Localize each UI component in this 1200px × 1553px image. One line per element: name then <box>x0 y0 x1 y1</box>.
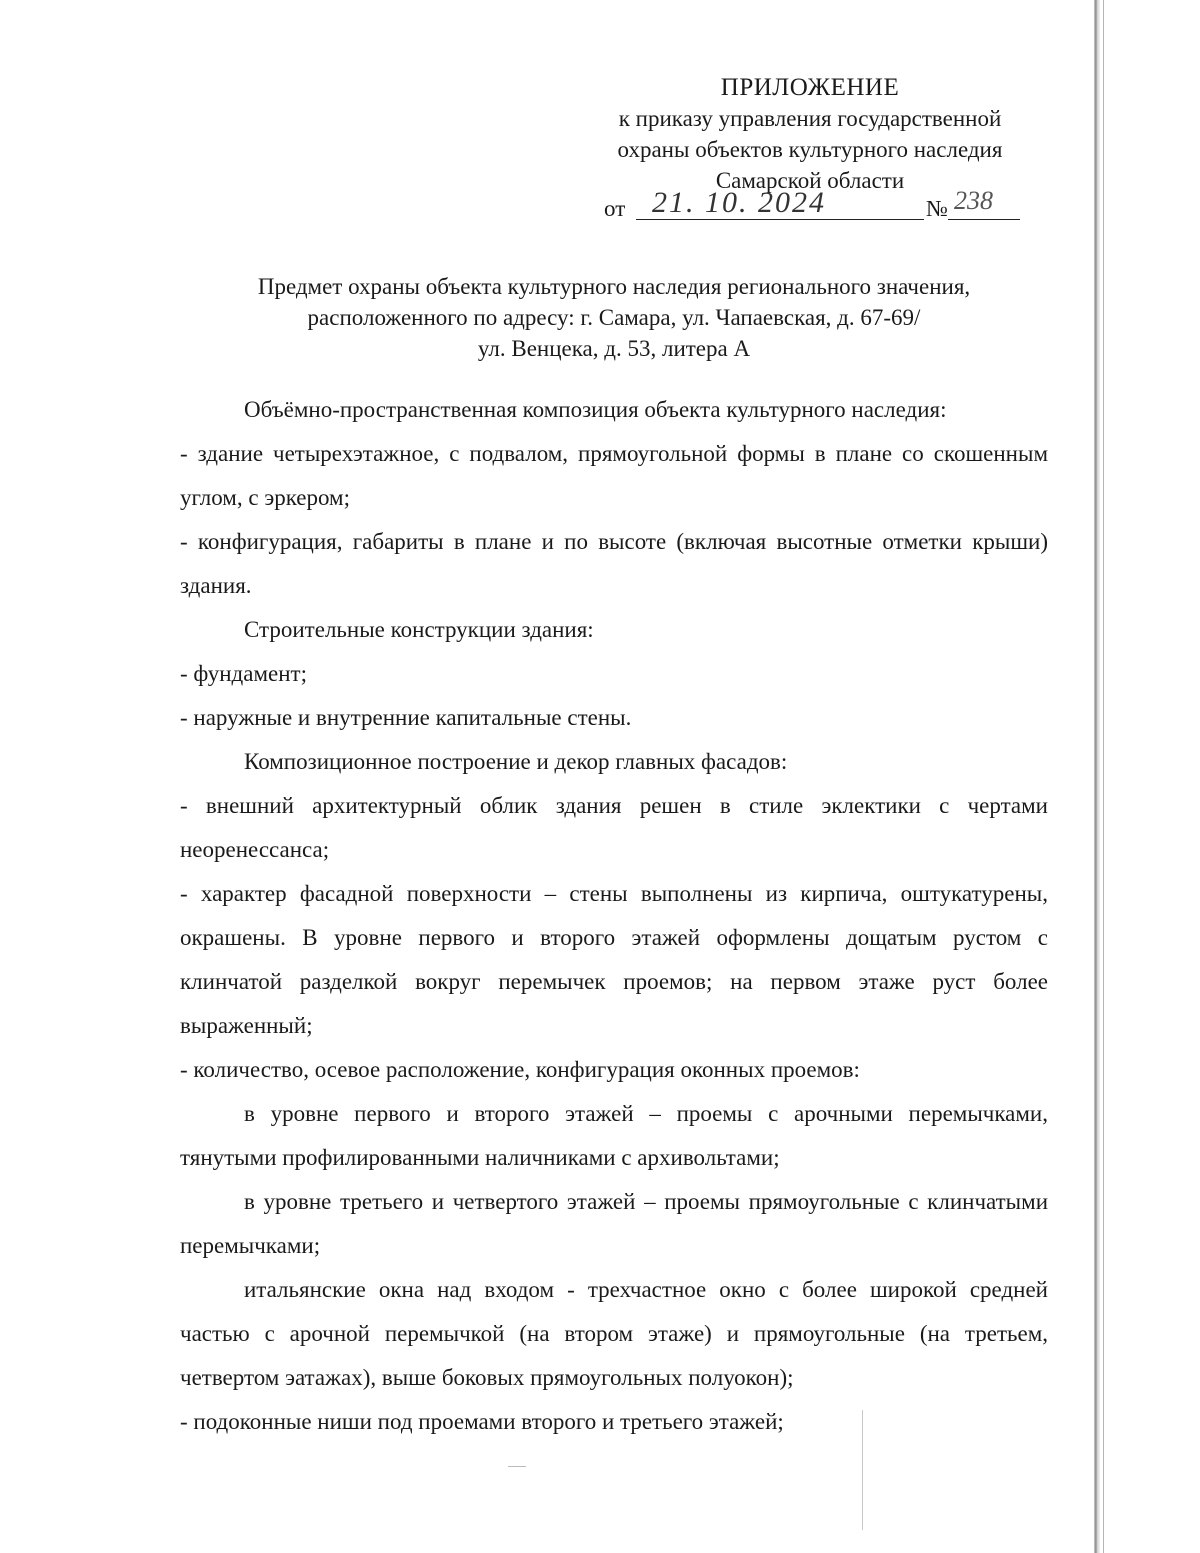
scan-artifact-line <box>862 1410 863 1530</box>
document-body <box>180 388 1048 1444</box>
handwritten-number: 238 <box>954 186 993 215</box>
header-line-3: Самарской области <box>715 168 905 193</box>
list-item: - фундамент; <box>180 661 307 686</box>
subject-line-2: расположенного по адресу: г. Самара, ул. Чапаевская, д. 67-69/ <box>307 305 921 330</box>
handwritten-date: 21. 10. 2024 <box>652 186 826 219</box>
appendix-header <box>580 72 1040 196</box>
list-item: - характер фасадной поверхности – стены выполнены из кирпича, оштукатурены, окрашены. В уровне первого и второго этажей оформлены дощатым рустом с клинчатой разделкой вокруг перемычек проемов; на первом этаже руст более выраженный; <box>180 881 1048 1038</box>
appendix-title: ПРИЛОЖЕНИЕ <box>720 74 900 101</box>
list-item: - подоконные ниши под проемами второго и третьего этажей; <box>180 1409 784 1434</box>
header-line-2: охраны объектов культурного наследия <box>617 137 1003 162</box>
header-line-1: к приказу управления государственной <box>618 106 1002 131</box>
scan-edge-line <box>1103 0 1104 1553</box>
list-item: - внешний архитектурный облик здания решен в стиле эклектики с чертами неоренессанса; <box>180 793 1048 862</box>
number-underline <box>948 219 1020 220</box>
list-subitem: в уровне третьего и четвертого этажей – проемы прямоугольные с клинчатыми перемычками; <box>180 1189 1048 1258</box>
section-heading-facades: Композиционное построение и декор главных фасадов: <box>244 749 788 774</box>
section-heading-structures: Строительные конструкции здания: <box>244 617 594 642</box>
list-subitem: в уровне первого и второго этажей – проемы с арочными перемычками, тянутыми профилированными наличниками с архивольтами; <box>180 1101 1048 1170</box>
number-prefix: № <box>926 196 948 221</box>
date-prefix: от <box>604 196 626 221</box>
list-item: - здание четырехэтажное, с подвалом, прямоугольной формы в плане со скошенным углом, с эркером; <box>180 441 1048 510</box>
section-heading-volume: Объёмно-пространственная композиция объекта культурного наследия: <box>244 397 947 422</box>
list-item: - конфигурация, габариты в плане и по высоте (включая высотные отметки крыши) здания. <box>180 529 1048 598</box>
subject-line-1: Предмет охраны объекта культурного наследия регионального значения, <box>257 274 971 299</box>
subject-line-3: ул. Венцека, д. 53, литера А <box>477 336 751 361</box>
list-item: - наружные и внутренние капитальные стены. <box>180 705 632 730</box>
date-underline <box>636 219 924 220</box>
order-date-number <box>604 186 1024 222</box>
scan-edge-shadow <box>1094 0 1100 1553</box>
document-subject <box>180 271 1048 364</box>
list-item: - количество, осевое расположение, конфигурация оконных проемов: <box>180 1057 860 1082</box>
list-subitem: итальянские окна над входом - трехчастное окно с более широкой средней частью с арочной перемычкой (на втором этаже) и прямоугольные (на третьем, четвертом эатажах), выше боковых прямоугольных полуокон); <box>180 1277 1048 1390</box>
scan-artifact-mark <box>508 1466 526 1467</box>
